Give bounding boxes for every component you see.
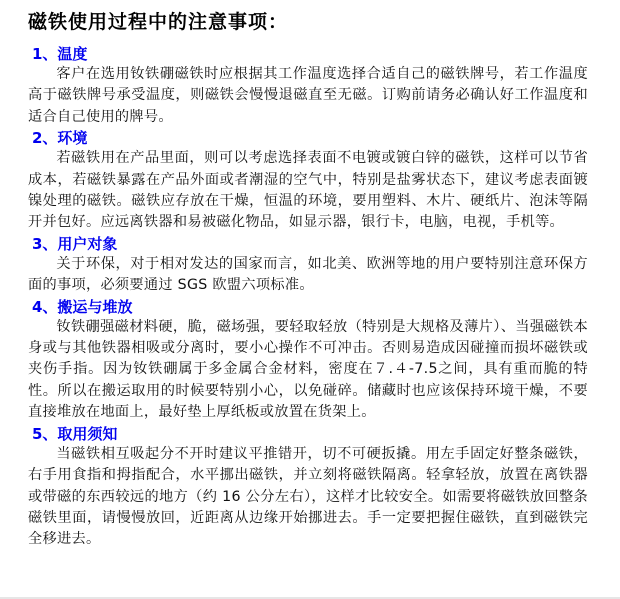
page-title: 磁铁使用过程中的注意事项： bbox=[28, 11, 289, 33]
section-temperature bbox=[28, 44, 588, 128]
section-body: 当磁铁相互吸起分不开时建议平推错开，切不可硬扳撬。用左手固定好整条磁铁，右手用食指和拇指配合，水平挪出磁铁，并立刻将磁铁隔离。轻拿轻放，放置在离铁器或带磁的东西较远的地方（约 16 公分左右），这样才比较安全。如需要将磁铁放回整条磁铁里面，请慢慢放回，近距离从边缘开始挪进去。手一定要把握住磁铁，直到磁铁完全移进去。 bbox=[28, 445, 588, 548]
section-body: 客户在选用钕铁硼磁铁时应根据其工作温度选择合适自己的磁铁牌号，若工作温度高于磁铁牌号承受温度，则磁铁会慢慢退磁直至无磁。订购前请务必确认好工作温度和适合自己使用的牌号。 bbox=[28, 66, 588, 125]
section-heading: 5、取用须知 bbox=[32, 424, 118, 443]
article bbox=[28, 8, 588, 551]
section-usage-notes bbox=[28, 424, 588, 551]
section-heading: 4、搬运与堆放 bbox=[32, 297, 133, 316]
section-environment bbox=[28, 128, 588, 234]
section-body: 关于环保，对于相对发达的国家而言，如北美、欧洲等地的用户要特别注意环保方面的事项，必须要通过 SGS 欧盟六项标准。 bbox=[28, 255, 588, 294]
section-body: 钕铁硼强磁材料硬，脆，磁场强，要轻取轻放（特别是大规格及薄片）、当强磁铁本身或与其他铁器相吸或分离时，要小心操作不可冲击。否则易造成因碰撞而损坏磁铁或夹伤手指。因为钕铁硼属于多金属合金材料，密度在７.４-7.5之间，具有重而脆的特性。所以在搬运取用的时候要特别小心，以免碰碎。储藏时也应该保持环境干燥，不要直接堆放在地面上，最好垫上厚纸板或放置在货架上。 bbox=[28, 318, 588, 421]
section-user-target bbox=[28, 234, 588, 297]
section-heading: 1、温度 bbox=[32, 45, 88, 63]
section-heading: 3、用户对象 bbox=[32, 234, 118, 253]
section-handling-storage bbox=[28, 297, 588, 424]
section-body: 若磁铁用在产品里面，则可以考虑选择表面不电镀或镀白锌的磁铁，这样可以节省成本，若磁铁暴露在产品外面或者潮湿的空气中，特别是盐雾状态下，建议考虑表面镀镍处理的磁铁。磁铁应存放在干燥，恒温的环境，要用塑料、木片、硬纸片、泡沫等隔开并包好。应远离铁器和易被磁化物品，如显示器，银行卡，电脑，电视，手机等。 bbox=[28, 150, 588, 231]
section-heading: 2、环境 bbox=[32, 129, 88, 148]
